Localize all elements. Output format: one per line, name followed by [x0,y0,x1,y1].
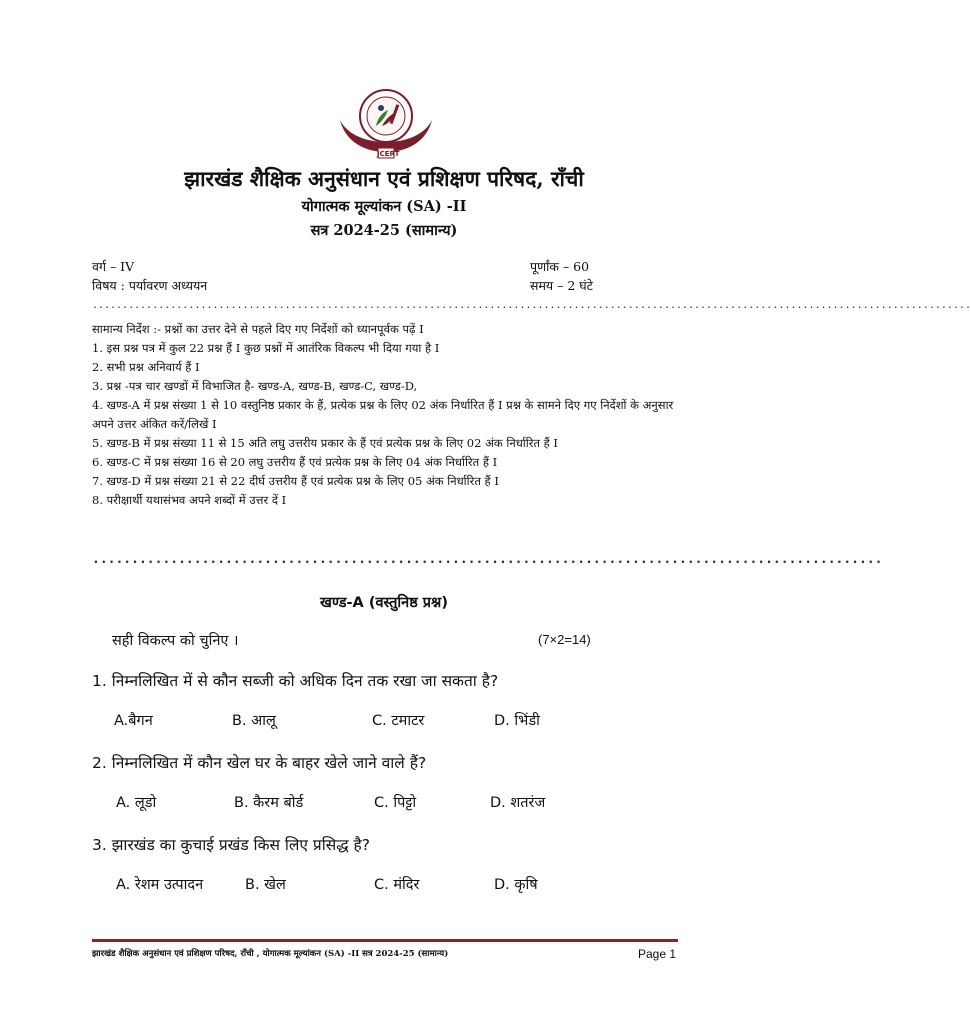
question-1: 1. निम्नलिखित में से कौन सब्जी को अधिक दिन तक रखा जा सकता है? [92,672,499,690]
logo-text: JCERT [377,150,400,158]
instruction-line: 6. खण्ड-C में प्रश्न संख्या 16 से 20 लघु उत्तरीय हैं एवं प्रत्येक प्रश्न के लिए 04 अंक निर्धारित हैं I [92,455,498,469]
instruction-line: 4. खण्ड-A में प्रश्न संख्या 1 से 10 वस्तुनिष्ठ प्रकार के हैं, प्रत्येक प्रश्न के लिए 02 अंक निर्धारित हैं I प्रश्न के सामने दिए गए निर्देशों के अनुसार अपने उत्तर अंकित करें/लिखें I [92,398,674,431]
instruction-line: 1. इस प्रश्न पत्र में कुल 22 प्रश्न हैं I कुछ प्रश्नों में आतंरिक विकल्प भी दिया गया है I [92,341,440,355]
instruction-line: 7. खण्ड-D में प्रश्न संख्या 21 से 22 दीर्घ उत्तरीय हैं एवं प्रत्येक प्रश्न के लिए 05 अंक निर्धारित हैं I [92,474,499,488]
dotted-separator-bottom: ..................................................................................................... [92,552,883,567]
section-marks: (7×2=14) [538,632,591,647]
q1-option-b: B. आलू [232,713,276,729]
dotted-separator-top: .................................................................................................................................................. [92,300,971,311]
general-instructions [92,320,682,510]
q1-option-d: D. भिंडी [494,713,540,729]
institution-title: झारखंड शैक्षिक अनुसंधान एवं प्रशिक्षण परिषद, राँची [184,166,584,191]
q2-option-c: C. पिट्टो [374,795,417,811]
section-instruction: सही विकल्प को चुनिए । [112,633,239,649]
q1-option-a: A.बैगन [114,713,153,729]
question-3: 3. झारखंड का कुचाई प्रखंड किस लिए प्रसिद्ध है? [92,836,370,854]
time-label: समय – 2 घंटे [530,278,593,293]
instruction-line: 8. परीक्षार्थी यथासंभव अपने शब्दों में उत्तर दें I [92,493,287,507]
subject-label: विषय : पर्यावरण अध्ययन [92,278,208,293]
q3-option-b: B. खेल [245,877,286,893]
full-marks-label: पूर्णांक – 60 [530,259,590,274]
instruction-line: 3. प्रश्न -पत्र चार खण्डों में विभाजित है- खण्ड-A, खण्ड-B, खण्ड-C, खण्ड-D, [92,379,418,393]
q3-option-c: C. मंदिर [374,877,420,893]
q2-option-a: A. लूडो [116,795,157,811]
footer-rule [92,939,678,942]
jcert-logo [338,86,434,162]
q3-option-a: A. रेशम उत्पादन [116,877,204,893]
page-number: Page 1 [638,947,677,961]
exam-subtitle: योगात्मक मूल्यांकन (SA) -II [301,198,467,215]
section-heading: खण्ड-A (वस्तुनिष्ठ प्रश्न) [320,595,448,611]
q3-option-d: D. कृषि [494,877,538,893]
instruction-line: 5. खण्ड-B में प्रश्न संख्या 11 से 15 अति लघु उत्तरीय प्रकार के हैं एवं प्रत्येक प्रश्न के लिए 02 अंक निर्धारित हैं I [92,436,558,450]
q2-option-d: D. शतरंज [490,795,546,811]
instruction-line: सामान्य निर्देश :- प्रश्नों का उत्तर देने से पहले दिए गए निर्देशों को ध्यानपूर्वक पढ़ें I [92,322,424,336]
class-label: वर्ग – IV [92,259,135,274]
question-2: 2. निम्नलिखित में कौन खेल घर के बाहर खेले जाने वाले हैं? [92,754,427,772]
q2-option-b: B. कैरम बोर्ड [234,795,304,811]
session-line: सत्र 2024-25 (सामान्य) [310,222,458,239]
instruction-line: 2. सभी प्रश्न अनिवार्य हैं I [92,360,200,374]
footer-text: झारखंड शैक्षिक अनुसंधान एवं प्रशिक्षण परिषद, राँची , योगात्मक मूल्यांकन (SA) -II सत्र 2024-25 (सामान्य) [92,949,449,959]
q1-option-c: C. टमाटर [372,713,425,729]
